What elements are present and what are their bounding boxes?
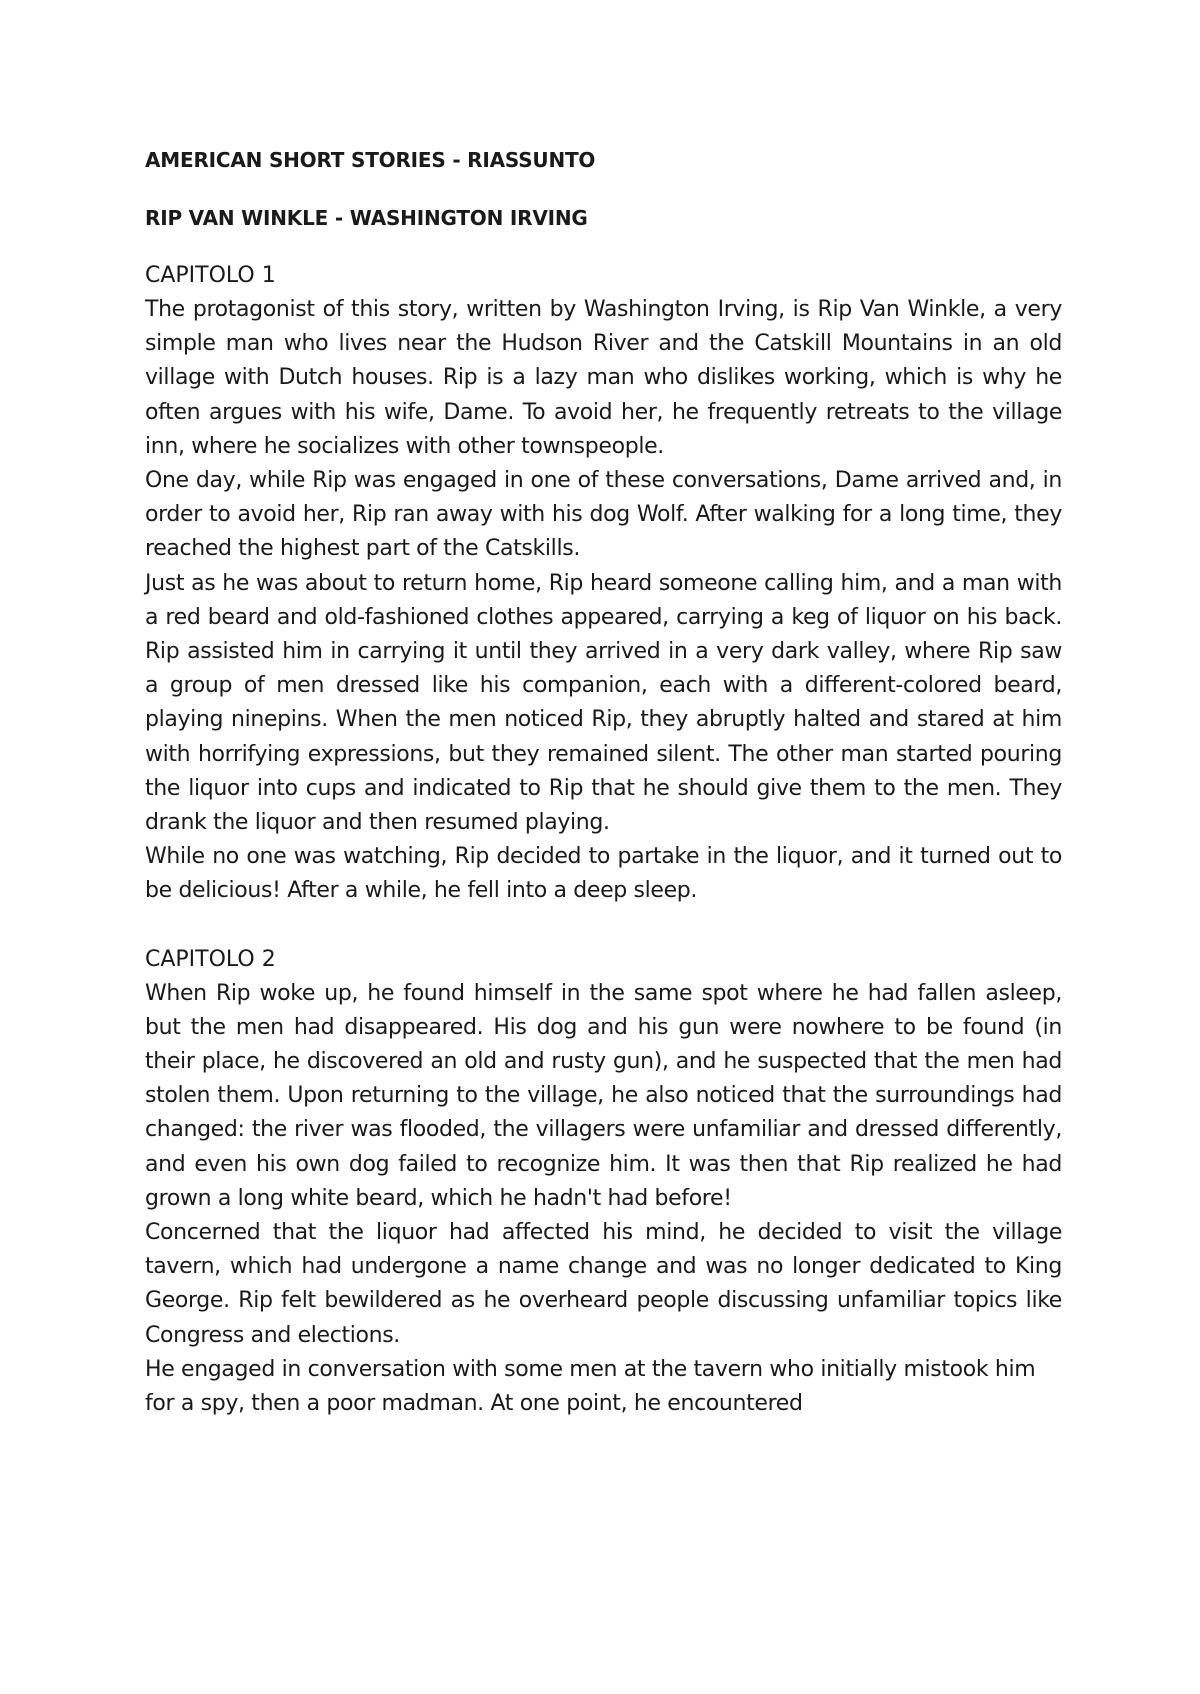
paragraph: Just as he was about to return home, Rip heard someone calling him, and a man with a red beard and old-fashioned clothes appeared, carrying a keg of liquor on his back. Rip assisted him in carrying it until they arrived in a very dark valley, where Rip saw a group of men dressed like his companion, each with a different-colored beard, playing ninepins. When the men noticed Rip, they abruptly halted and stared at him with horrifying expressions, but they remained silent. The other man started pouring the liquor into cups and indicated to Rip that he should give them to the men. They drank the liquor and then resumed playing. bbox=[145, 570, 1062, 836]
paragraph: Concerned that the liquor had affected his mind, he decided to visit the village tavern, which had undergone a name change and was no longer dedicated to King George. Rip felt bewildered as he overheard people discussing unfamiliar topics like Congress and elections. bbox=[145, 1220, 1062, 1348]
story-title: RIP VAN WINKLE - WASHINGTON IRVING bbox=[145, 206, 588, 230]
paragraph: While no one was watching, Rip decided to partake in the liquor, and it turned out to be delicious! After a while, he fell into a deep sleep. bbox=[145, 844, 1062, 904]
chapter-1 bbox=[145, 259, 1062, 909]
chapter-heading: CAPITOLO 1 bbox=[145, 263, 276, 288]
paragraph: When Rip woke up, he found himself in the same spot where he had fallen asleep, but the men had disappeared. His dog and his gun were nowhere to be found (in their place, he discovered an old and rusty gun), and he suspected that the men had stolen them. Upon returning to the village, he also noticed that the surroundings had changed: the river was flooded, the villagers were unfamiliar and dressed differently, and even his own dog failed to recognize him. It was then that Rip realized he had grown a long white beard, which he hadn't had before! bbox=[145, 980, 1062, 1211]
paragraph: One day, while Rip was engaged in one of these conversations, Dame arrived and, in order to avoid her, Rip ran away with his dog Wolf. After walking for a long time, they reached the highest part of the Catskills. bbox=[145, 468, 1062, 562]
chapter-heading: CAPITOLO 2 bbox=[145, 946, 276, 972]
document-body bbox=[145, 143, 1062, 1421]
paragraph: He engaged in conversation with some men at the tavern who initially mistook him for a spy, then a poor madman. At one point, he encountered bbox=[145, 1356, 1036, 1417]
chapter-spacer bbox=[145, 909, 1062, 943]
chapter-2 bbox=[145, 943, 1062, 1422]
document-title: AMERICAN SHORT STORIES - RIASSUNTO bbox=[145, 148, 596, 172]
paragraph: The protagonist of this story, written by Washington Irving, is Rip Van Winkle, a very simple man who lives near the Hudson River and the Catskill Mountains in an old village with Dutch houses. Rip is a lazy man who dislikes working, which is why he often argues with his wife, Dame. To avoid her, he frequently retreats to the village inn, where he socializes with other townspeople. bbox=[145, 297, 1062, 459]
